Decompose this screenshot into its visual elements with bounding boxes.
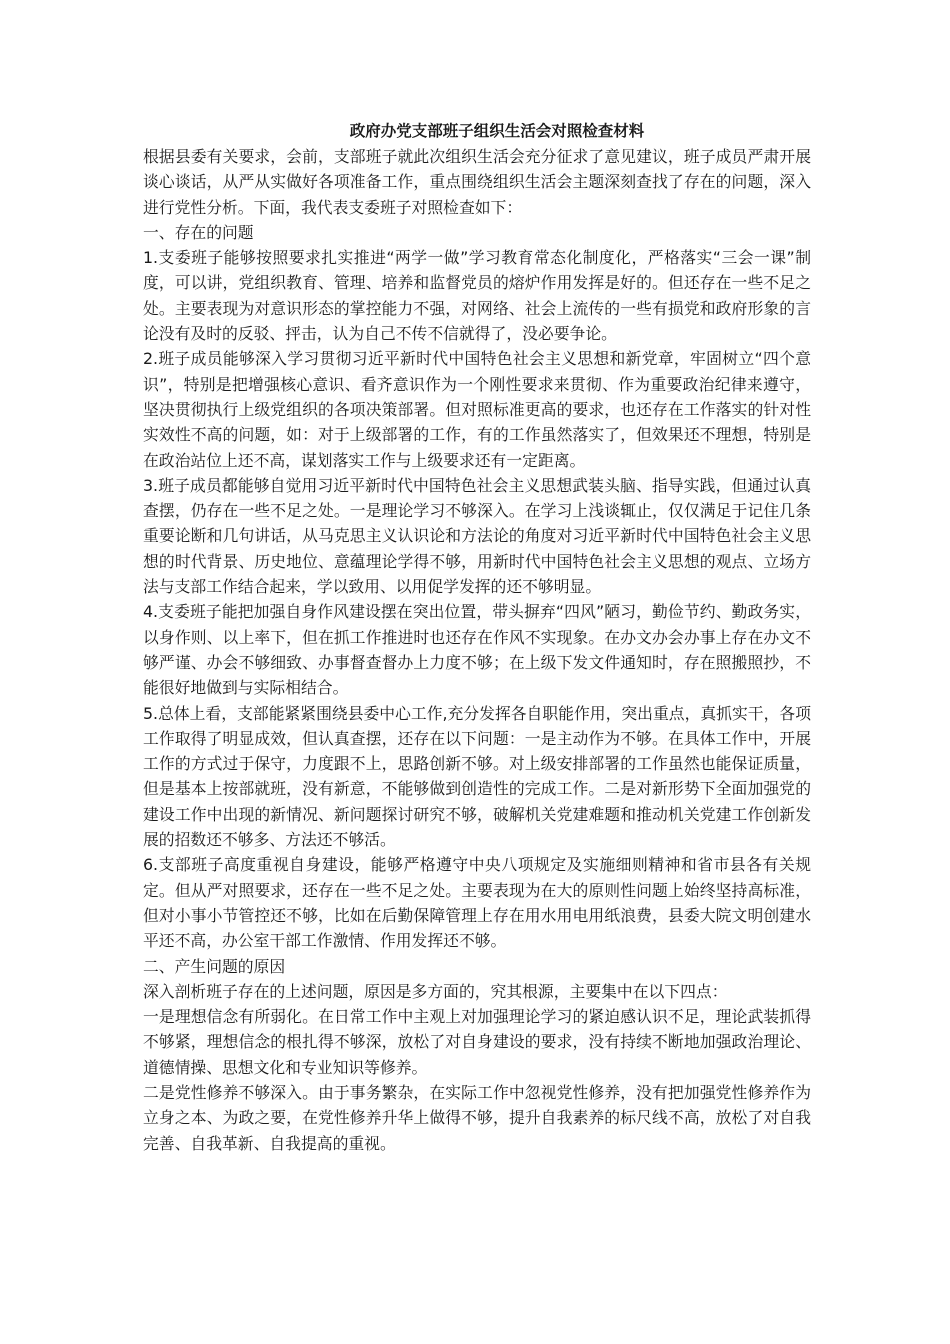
problem-item-6: 6.支部班子高度重视自身建设，能够严格遵守中央八项规定及实施细则精神和省市县各有关规定。但从严对照要求，还存在一些不足之处。主要表现为在大的原则性问题上始终坚持高标准，但对小事小节管控还不够，比如在后勤保障管理上存在用水用电用纸浪费，县委大院文明创建水平还不高，办公室干部工作激情、作用发挥还不够。 — [143, 855, 811, 951]
causes-intro: 深入剖析班子存在的上述问题，原因是多方面的，究其根源，主要集中在以下四点： — [143, 981, 728, 1001]
problem-item-5: 5.总体上看，支部能紧紧围绕县委中心工作,充分发挥各自职能作用，突出重点，真抓实干，各项工作取得了明显成效，但认真查摆，还存在以下问题：一是主动作为不够。在具体工作中，开展工作的方式过于保守，力度跟不上，思路创新不够。对上级安排部署的工作虽然也能保证质量，但是基本上按部就班，没有新意，不能够做到创造性的完成工作。二是对新形势下全面加强党的建设工作中出现的新情况、新问题探讨研究不够，破解机关党建难题和推动机关党建工作创新发展的招数还不够多、方法还不够活。 — [143, 703, 811, 850]
problem-item-1: 1.支委班子能够按照要求扎实推进“两学一做”学习教育常态化制度化，严格落实“三会一课”制度，可以讲，党组织教育、管理、培养和监督党员的熔炉作用发挥是好的。但还存在一些不足之处。主要表现为对意识形态的掌控能力不强，对网络、社会上流传的一些有损党和政府形象的言论没有及时的反驳、抨击，认为自己不传不信就得了，没必要争论。 — [143, 248, 811, 344]
cause-item-2: 二是党性修养不够深入。由于事务繁杂，在实际工作中忽视党性修养，没有把加强党性修养作为立身之本、为政之要，在党性修养升华上做得不够，提升自我素养的标尺线不高，放松了对自我完善、自我革新、自我提高的重视。 — [143, 1082, 811, 1153]
intro-paragraph: 根据县委有关要求，会前，支部班子就此次组织生活会充分征求了意见建议，班子成员严肃开展谈心谈话，从严从实做好各项准备工作，重点围绕组织生活会主题深刻查找了存在的问题，深入进行党性分析。下面，我代表支委班子对照检查如下： — [143, 147, 811, 217]
cause-item-1: 一是理想信念有所弱化。在日常工作中主观上对加强理论学习的紧迫感认识不足，理论武装抓得不够紧，理想信念的根扎得不够深，放松了对自身建设的要求，没有持续不断地加强政治理论、道德情操、思想文化和专业知识等修养。 — [143, 1007, 811, 1077]
problem-item-3: 3.班子成员都能够自觉用习近平新时代中国特色社会主义思想武装头脑、指导实践，但通过认真查摆，仍存在一些不足之处。一是理论学习不够深入。在学习上浅谈辄止，仅仅满足于记住几条重要论断和几句讲话，从马克思主义认识论和方法论的角度对习近平新时代中国特色社会主义思想的时代背景、历史地位、意蕴理论学得不够，用新时代中国特色社会主义思想的观点、立场方法与支部工作结合起来，学以致用、以用促学发挥的还不够明显。 — [143, 475, 811, 597]
problem-item-2: 2.班子成员能够深入学习贯彻习近平新时代中国特色社会主义思想和新党章，牢固树立“四个意识”，特别是把增强核心意识、看齐意识作为一个刚性要求来贯彻、作为重要政治纪律来遵守，坚决贯彻执行上级党组织的各项决策部署。但对照标准更高的要求，也还存在工作落实的针对性实效性不高的问题，如：对于上级部署的工作，有的工作虽然落实了，但效果还不理想，特别是在政治站位上还不高，谋划落实工作与上级要求还有一定距离。 — [143, 349, 811, 470]
section-heading-causes: 二、产生问题的原因 — [143, 956, 286, 976]
document-page — [143, 118, 811, 1156]
document-title: 政府办党支部班子组织生活会对照检查材料 — [349, 122, 645, 140]
problem-item-4: 4.支委班子能把加强自身作风建设摆在突出位置，带头摒弃“四风”陋习，勤俭节约、勤政务实，以身作则、以上率下，但在抓工作推进时也还存在作风不实现象。在办文办会办事上存在办文不够严谨、办会不够细致、办事督查督办上力度不够；在上级下发文件通知时，存在照搬照抄，不能很好地做到与实际相结合。 — [143, 602, 811, 698]
section-heading-problems: 一、存在的问题 — [143, 222, 254, 242]
